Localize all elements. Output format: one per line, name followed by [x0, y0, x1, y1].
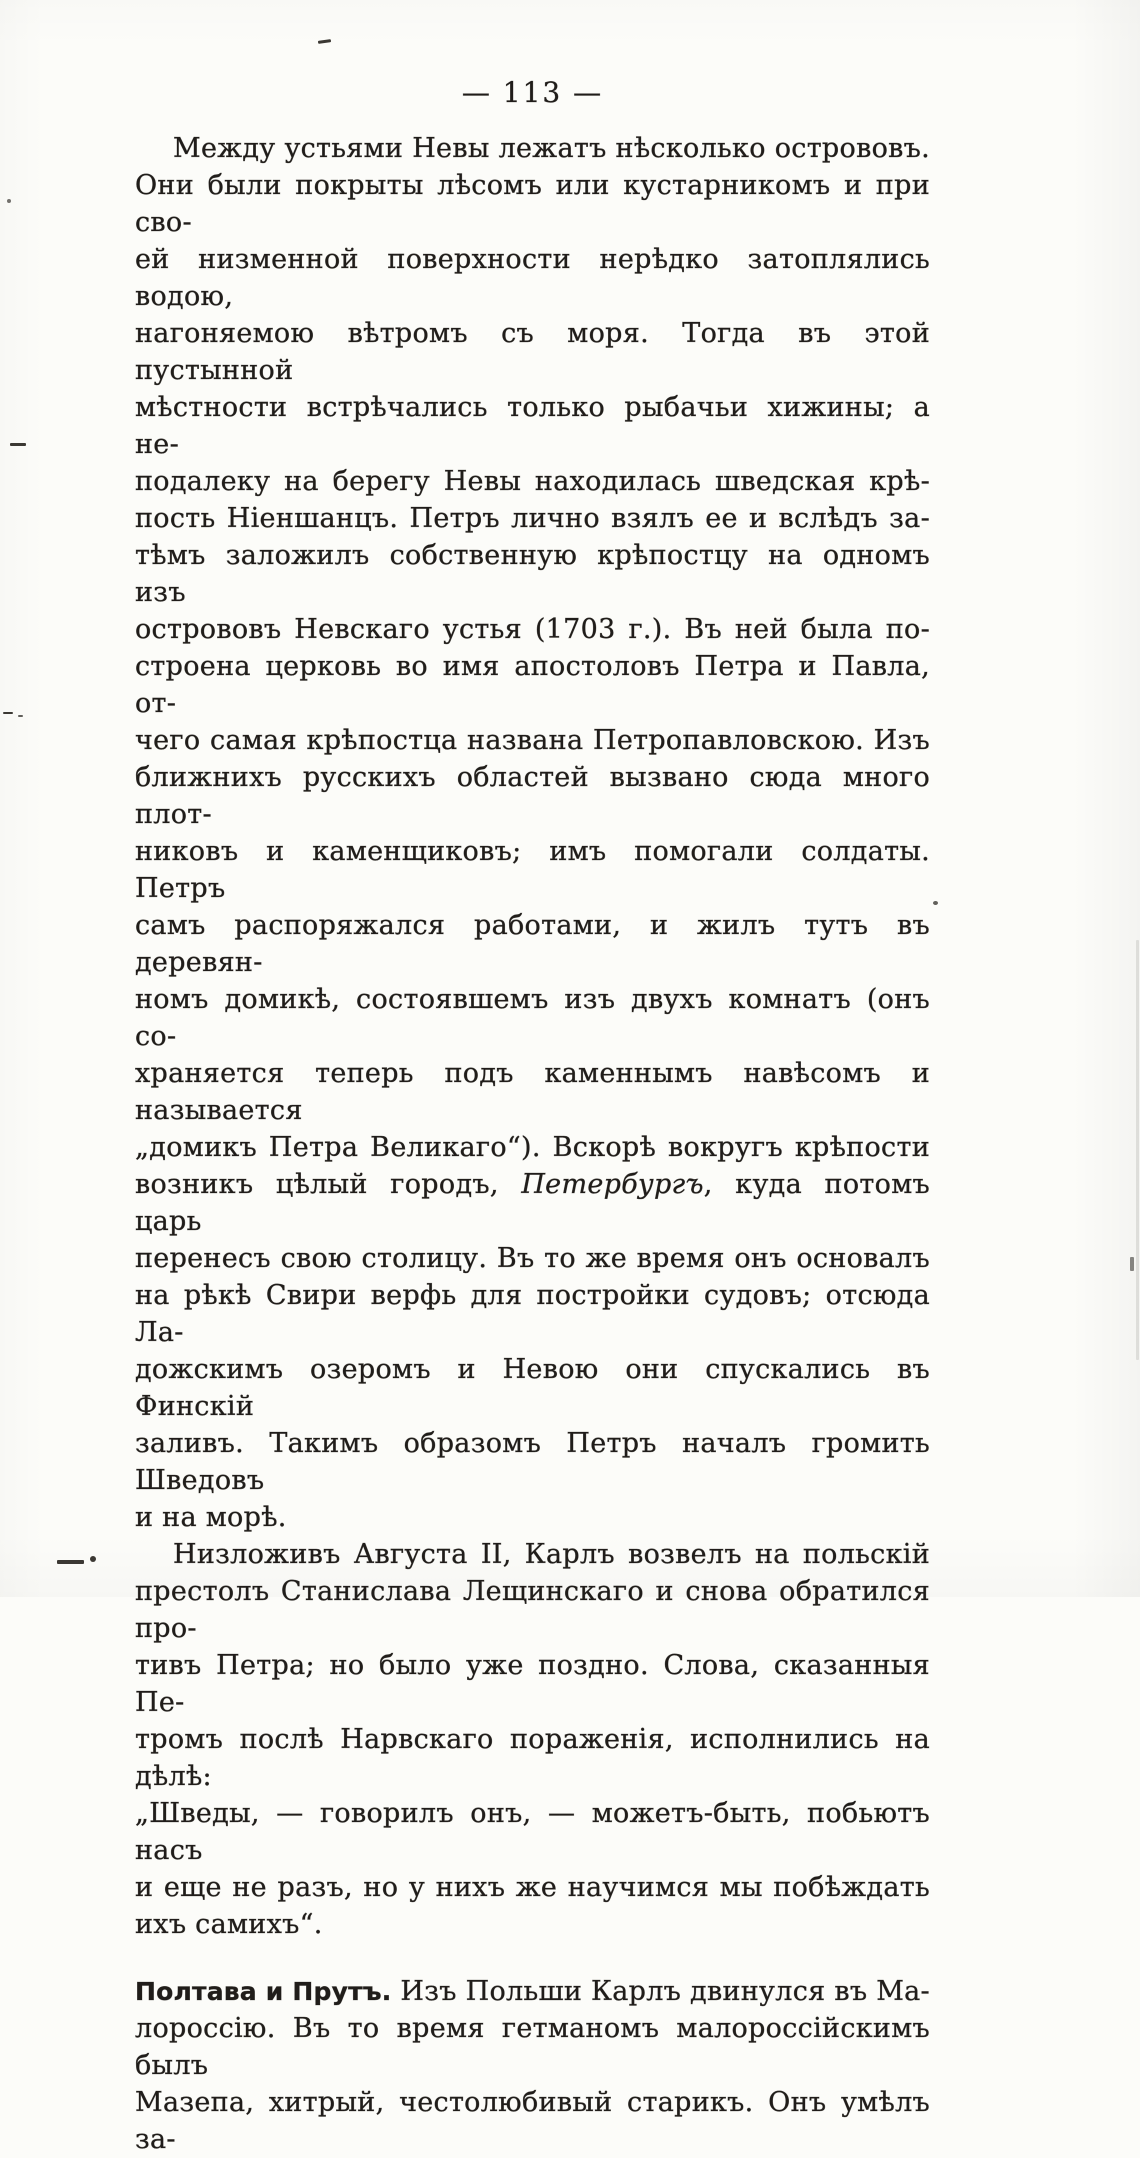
- text-line: и на морѣ.: [135, 1502, 287, 1533]
- scan-artifact: [57, 1560, 84, 1564]
- text-line: лороссію. Въ то время гетманомъ малороссійскимъ былъ: [135, 2013, 930, 2081]
- text-line: тѣмъ заложилъ собственную крѣпостцу на одномъ изъ: [135, 540, 930, 608]
- scan-artifact: [10, 443, 26, 446]
- text-segment: , куда потомъ царь: [135, 1169, 930, 1237]
- text-line: самъ распоряжался работами, и жилъ тутъ въ деревян-: [135, 910, 930, 978]
- text-line: Низложивъ Августа II, Карлъ возвелъ на польскій: [173, 1539, 930, 1570]
- text-line: и еще не разъ, но у нихъ же научимся мы побѣждать: [135, 1872, 930, 1903]
- text-segment: Изъ Польши Карлъ двинулся въ Ма-: [391, 1976, 930, 2007]
- scan-artifact: [318, 39, 331, 44]
- text-line: никовъ и каменщиковъ; имъ помогали солдаты. Петръ: [135, 836, 930, 904]
- text-line: заливъ. Такимъ образомъ Петръ началъ громить Шведовъ: [135, 1428, 930, 1496]
- text-line: храняется теперь подъ каменнымъ навѣсомъ и называется: [135, 1058, 930, 1126]
- page-number: — 113 —: [461, 76, 604, 109]
- scan-artifact: [90, 1556, 96, 1562]
- text-line: [135, 1166, 930, 1240]
- text-line: [135, 1973, 930, 2010]
- text-line: дожскимъ озеромъ и Невою они спускались въ Финскій: [135, 1354, 930, 1422]
- text-line: ближнихъ русскихъ областей вызвано сюда много плот-: [135, 762, 930, 830]
- text-line: „Шведы, — говорилъ онъ, — можетъ-быть, побьютъ насъ: [135, 1798, 930, 1866]
- text-line: пость Ніеншанцъ. Петръ лично взялъ ее и вслѣдъ за-: [135, 503, 930, 534]
- text-line: чего самая крѣпостца названа Петропавловскою. Изъ: [135, 725, 930, 756]
- scan-artifact: [3, 712, 13, 714]
- scan-artifact: [7, 199, 11, 203]
- text-line: тивъ Петра; но было уже поздно. Слова, сказанныя Пе-: [135, 1650, 930, 1718]
- text-segment-italic: Петербургъ: [521, 1169, 704, 1200]
- text-line: престолъ Станислава Лещинскаго и снова обратился про-: [135, 1576, 930, 1644]
- scan-artifact: [933, 901, 938, 905]
- text-segment: возникъ цѣлый городъ,: [135, 1169, 522, 1200]
- text-line: ихъ самихъ“.: [135, 1909, 323, 1940]
- text-line: строена церковь во имя апостоловъ Петра и Павла, от-: [135, 651, 930, 719]
- text-line: на рѣкѣ Свири верфь для постройки судовъ; отсюда Ла-: [135, 1280, 930, 1348]
- text-line: острововъ Невскаго устья (1703 г.). Въ ней была по-: [135, 614, 930, 645]
- scan-artifact: [1136, 940, 1139, 1360]
- paragraph-2: [135, 1536, 930, 1943]
- text-line: „домикъ Петра Великаго“). Вскорѣ вокругъ крѣпости: [135, 1132, 930, 1163]
- text-line: Между устьями Невы лежатъ нѣсколько острововъ.: [173, 133, 930, 164]
- text-line: нагоняемою вѣтромъ съ моря. Тогда въ этой пустынной: [135, 318, 930, 386]
- text-line: Мазепа, хитрый, честолюбивый старикъ. Онъ умѣлъ за-: [135, 2087, 930, 2155]
- paragraph-1: [135, 130, 930, 1536]
- text-block: [135, 130, 930, 2158]
- text-line: Они были покрыты лѣсомъ или кустарникомъ и при сво-: [135, 170, 930, 238]
- text-line: ей низменной поверхности нерѣдко затоплялись водою,: [135, 244, 930, 312]
- text-line: перенесъ свою столицу. Въ то же время онъ основалъ: [135, 1243, 930, 1274]
- text-line: мѣстности встрѣчались только рыбачьи хижины; а не-: [135, 392, 930, 460]
- text-line: тромъ послѣ Нарвскаго пораженія, исполнились на дѣлѣ:: [135, 1724, 930, 1792]
- text-line: подалеку на берегу Невы находилась шведская крѣ-: [135, 466, 930, 497]
- scan-artifact: [1130, 1257, 1134, 1271]
- text-line: номъ домикѣ, состоявшемъ изъ двухъ комнатъ (онъ со-: [135, 984, 930, 1052]
- section-heading: Полтава и Прутъ.: [135, 1977, 392, 2006]
- paragraph-3: [135, 1973, 930, 2158]
- scan-artifact: [18, 715, 23, 717]
